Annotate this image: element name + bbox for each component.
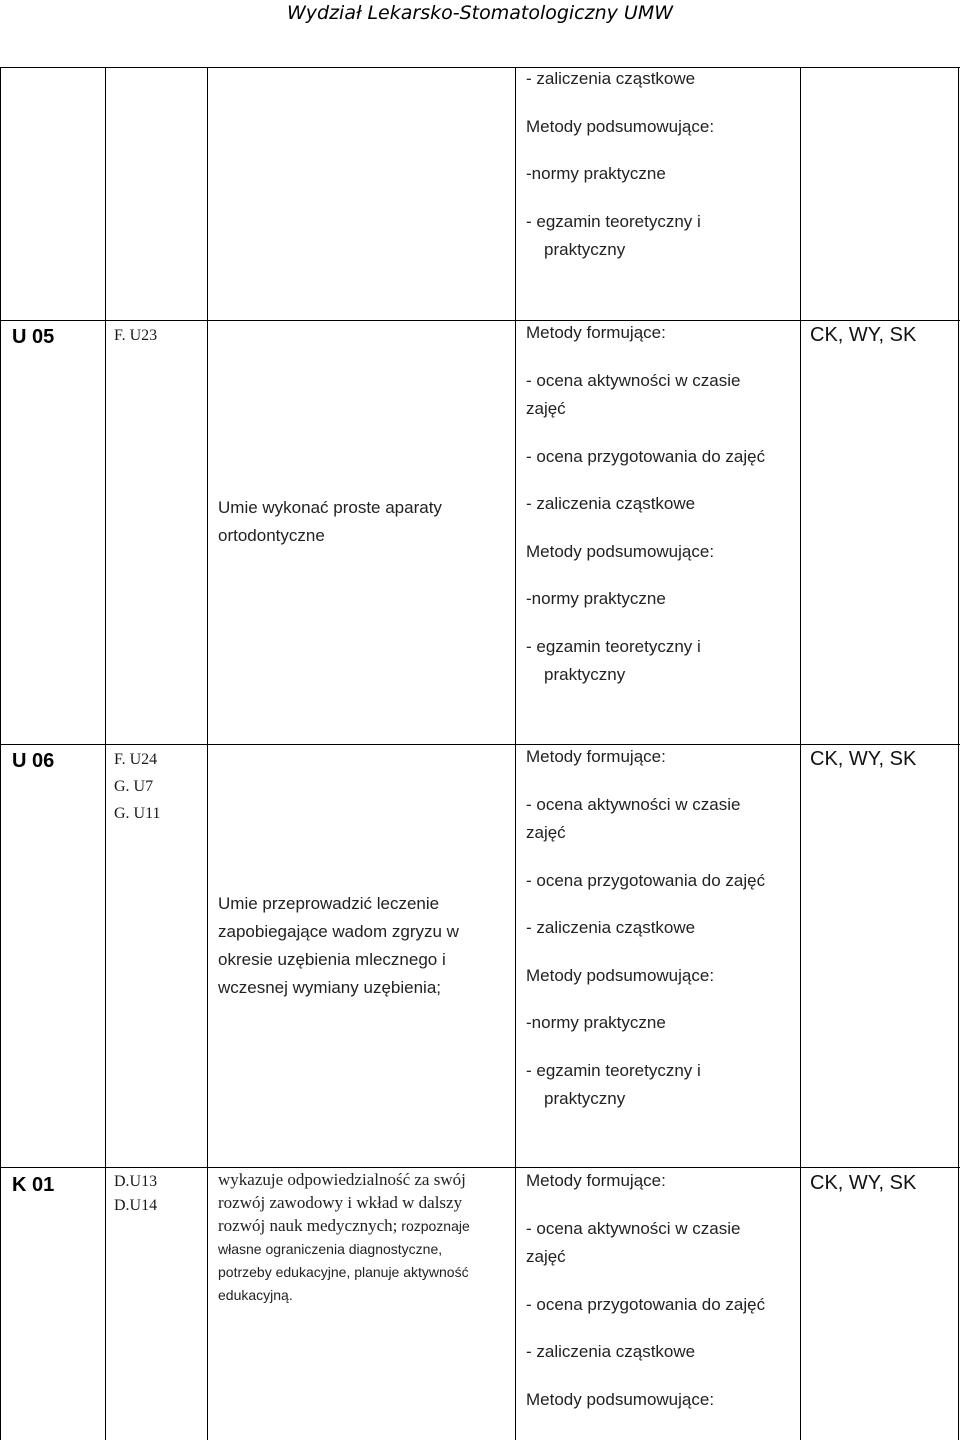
preparation-text: - ocena przygotowania do zajęć [526, 1295, 766, 1314]
table-border-top [0, 67, 960, 68]
exam-text-cont: praktyczny [544, 665, 626, 684]
column-divider [515, 67, 516, 1440]
column-divider [105, 67, 106, 1440]
exam-text-cont: praktyczny [544, 240, 626, 259]
exam-text: - egzamin teoretyczny i [526, 1061, 701, 1080]
description-line-start: rozwój nauk medycznych; [218, 1216, 398, 1235]
formative-methods-heading: Metody formujące: [526, 1171, 666, 1190]
effect-code: D.U14 [114, 1197, 158, 1214]
formative-methods-heading: Metody formujące: [526, 747, 666, 766]
activity-text: - ocena aktywności w czasie [526, 371, 741, 390]
row-divider [0, 320, 960, 321]
row-divider [0, 1167, 960, 1168]
row-divider [0, 744, 960, 745]
column-divider [800, 67, 801, 1440]
description-line [218, 1214, 470, 1238]
teaching-forms: CK, WY, SK [810, 1172, 917, 1194]
partial-credit-text: - zaliczenia cząstkowe [526, 494, 696, 513]
column-divider [958, 67, 959, 1440]
row-code: K 01 [12, 1174, 55, 1196]
description-cell [218, 1168, 470, 1307]
activity-text-cont: zajęć [526, 823, 566, 842]
partial-credit-text: - zaliczenia cząstkowe [526, 69, 696, 88]
description-line: edukacyjną. [218, 1287, 293, 1303]
description-line: własne ograniczenia diagnostyczne, [218, 1241, 443, 1257]
preparation-text: - ocena przygotowania do zajęć [526, 871, 766, 890]
page-header: Wydział Lekarsko-Stomatologiczny UMW [286, 2, 674, 24]
activity-text-cont: zajęć [526, 1247, 566, 1266]
description-cell [218, 890, 459, 1002]
column-divider [0, 67, 1, 1440]
effect-code: F. U24 [114, 751, 158, 768]
row-code: U 06 [12, 750, 55, 772]
summative-methods-heading: Metody podsumowujące: [526, 966, 715, 985]
summative-methods-heading: Metody podsumowujące: [526, 542, 715, 561]
preparation-text: - ocena przygotowania do zajęć [526, 447, 766, 466]
description-line-end: rozpoznaje [397, 1218, 470, 1234]
teaching-forms: CK, WY, SK [810, 748, 917, 770]
activity-text: - ocena aktywności w czasie [526, 795, 741, 814]
effect-code: G. U11 [114, 805, 161, 822]
description-cell [218, 494, 442, 550]
activity-text: - ocena aktywności w czasie [526, 1219, 741, 1238]
effect-code: G. U7 [114, 778, 154, 795]
effect-code: D.U13 [114, 1173, 158, 1190]
effects-cell [114, 1170, 157, 1218]
norms-text: -normy praktyczne [526, 1013, 666, 1032]
description-line: okresie uzębienia mlecznego i [218, 950, 446, 969]
effects-cell [114, 746, 161, 827]
effect-code: F. U23 [114, 327, 158, 344]
description-line: Umie przeprowadzić leczenie [218, 894, 440, 913]
norms-text: -normy praktyczne [526, 589, 666, 608]
summative-methods-heading: Metody podsumowujące: [526, 1390, 715, 1409]
description-line: Umie wykonać proste aparaty [218, 498, 442, 517]
partial-credit-text: - zaliczenia cząstkowe [526, 918, 696, 937]
description-line: wczesnej wymiany uzębienia; [218, 978, 441, 997]
description-line: zapobiegające wadom zgryzu w [218, 922, 459, 941]
description-line: ortodontyczne [218, 526, 325, 545]
exam-text: - egzamin teoretyczny i [526, 637, 701, 656]
partial-credit-text: - zaliczenia cząstkowe [526, 1342, 696, 1361]
exam-text-cont: praktyczny [544, 1089, 626, 1108]
column-divider [207, 67, 208, 1440]
effects-cell [114, 322, 157, 349]
description-line: wykazuje odpowiedzialność za swój [218, 1170, 466, 1189]
norms-text: -normy praktyczne [526, 164, 666, 183]
formative-methods-heading: Metody formujące: [526, 323, 666, 342]
activity-text-cont: zajęć [526, 399, 566, 418]
description-line: rozwój zawodowy i wkład w dalszy [218, 1193, 463, 1212]
exam-text: - egzamin teoretyczny i [526, 212, 701, 231]
row-code: U 05 [12, 326, 55, 348]
description-line: potrzeby edukacyjne, planuje aktywność [218, 1264, 469, 1280]
summative-methods-heading: Metody podsumowujące: [526, 117, 715, 136]
teaching-forms: CK, WY, SK [810, 324, 917, 346]
